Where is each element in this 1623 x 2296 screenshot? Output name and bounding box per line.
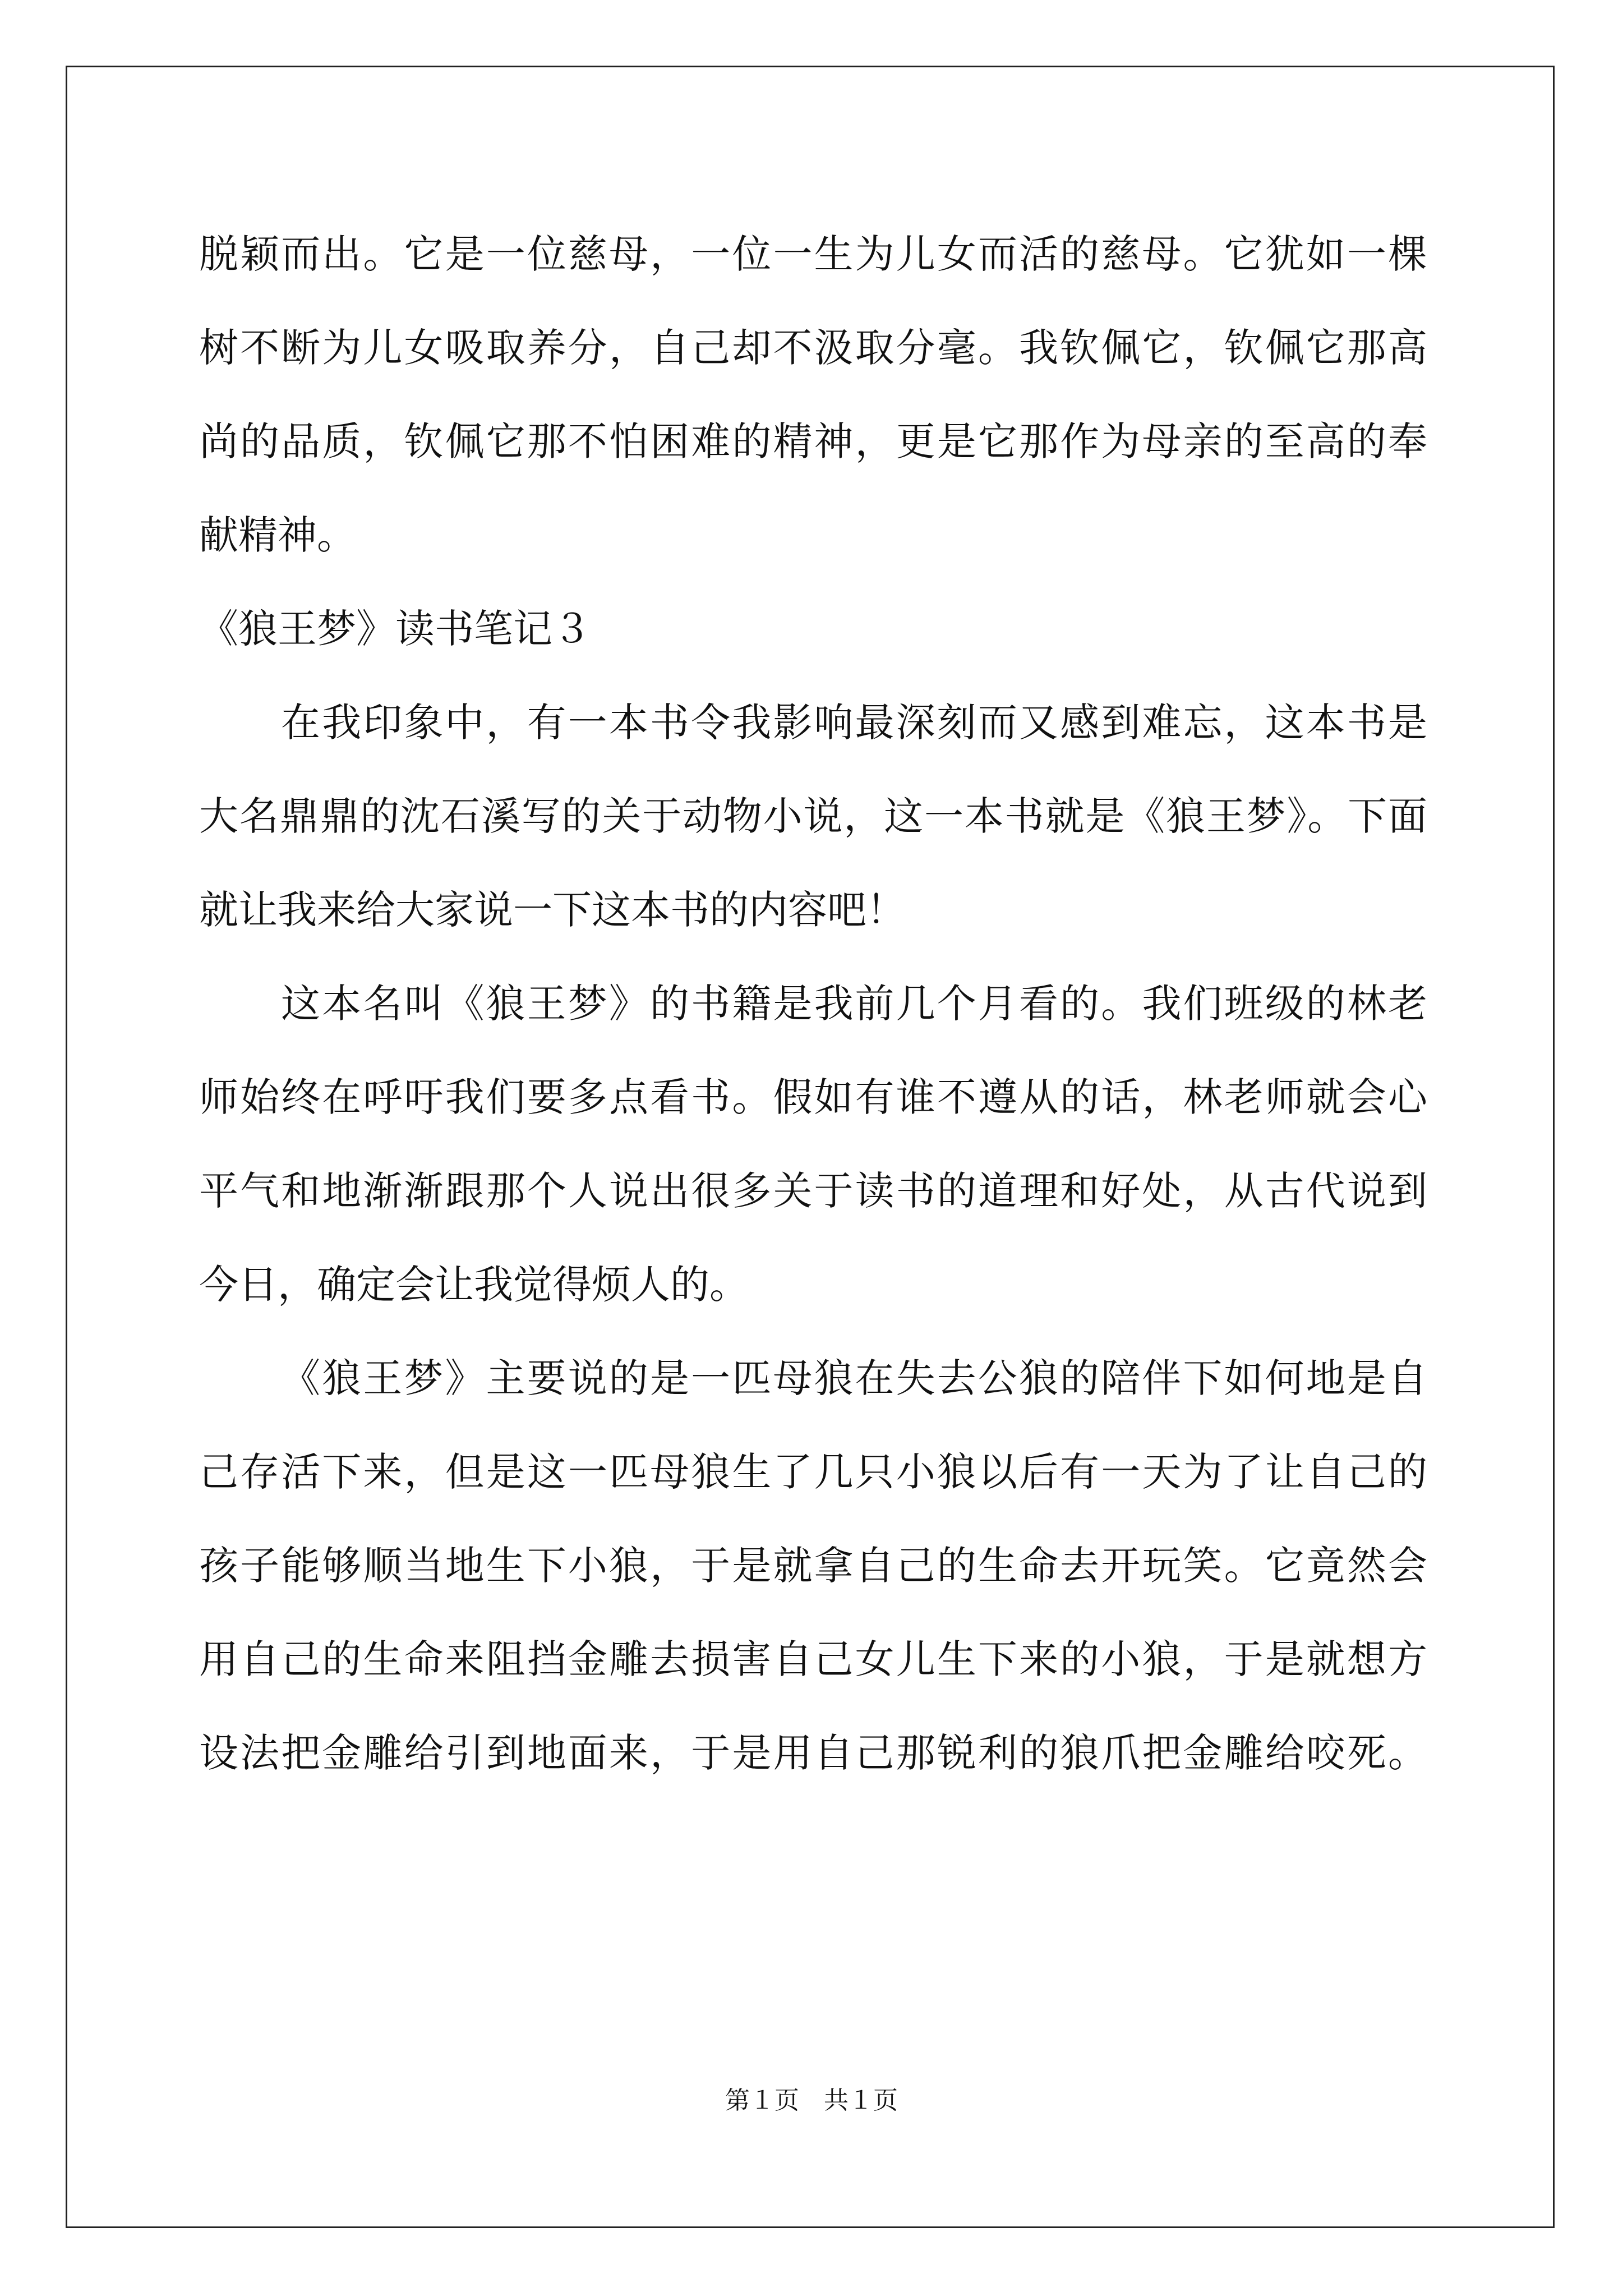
section-heading: 《狼王梦》读书笔记３ — [199, 606, 592, 652]
text-line: 己存活下来，但是这一匹母狼生了几只小狼以后有一天为了让自己的 — [199, 1449, 1427, 1495]
text-line: 就让我来给大家说一下这本书的内容吧！ — [199, 887, 906, 933]
text-line: 平气和地渐渐跟那个人说出很多关于读书的道理和好处，从古代说到 — [199, 1168, 1427, 1214]
page-number: 第１页 — [725, 2086, 799, 2115]
text-line: 设法把金雕给引到地面来，于是用自己那锐利的狼爪把金雕给咬死。 — [199, 1730, 1427, 1776]
text-line: 今日，确定会让我觉得烦人的。 — [199, 1262, 749, 1308]
text-line: 献精神。 — [199, 512, 356, 558]
text-line: 脱颖而出。它是一位慈母，一位一生为儿女而活的慈母。它犹如一棵 — [199, 231, 1427, 277]
text-line: 这本名叫《狼王梦》的书籍是我前几个月看的。我们班级的林老 — [281, 981, 1427, 1027]
text-line: 大名鼎鼎的沈石溪写的关于动物小说，这一本书就是《狼王梦》。下面 — [199, 793, 1427, 839]
text-line: 孩子能够顺当地生下小狼，于是就拿自己的生命去开玩笑。它竟然会 — [199, 1543, 1427, 1589]
text-line: 《狼王梦》主要说的是一匹母狼在失去公狼的陪伴下如何地是自 — [281, 1355, 1427, 1401]
text-line: 尚的品质，钦佩它那不怕困难的精神，更是它那作为母亲的至高的奉 — [199, 418, 1427, 464]
text-line: 用自己的生命来阻挡金雕去损害自己女儿生下来的小狼，于是就想方 — [199, 1636, 1427, 1682]
text-line: 树不断为儿女吸取养分，自己却不汲取分毫。我钦佩它，钦佩它那高 — [199, 325, 1427, 371]
document-body — [199, 208, 1427, 1800]
page-footer — [0, 2084, 1623, 2118]
text-line: 在我印象中，有一本书令我影响最深刻而又感到难忘，这本书是 — [281, 700, 1427, 746]
text-line: 师始终在呼吁我们要多点看书。假如有谁不遵从的话，林老师就会心 — [199, 1074, 1427, 1120]
page-total: 共１页 — [824, 2086, 898, 2115]
